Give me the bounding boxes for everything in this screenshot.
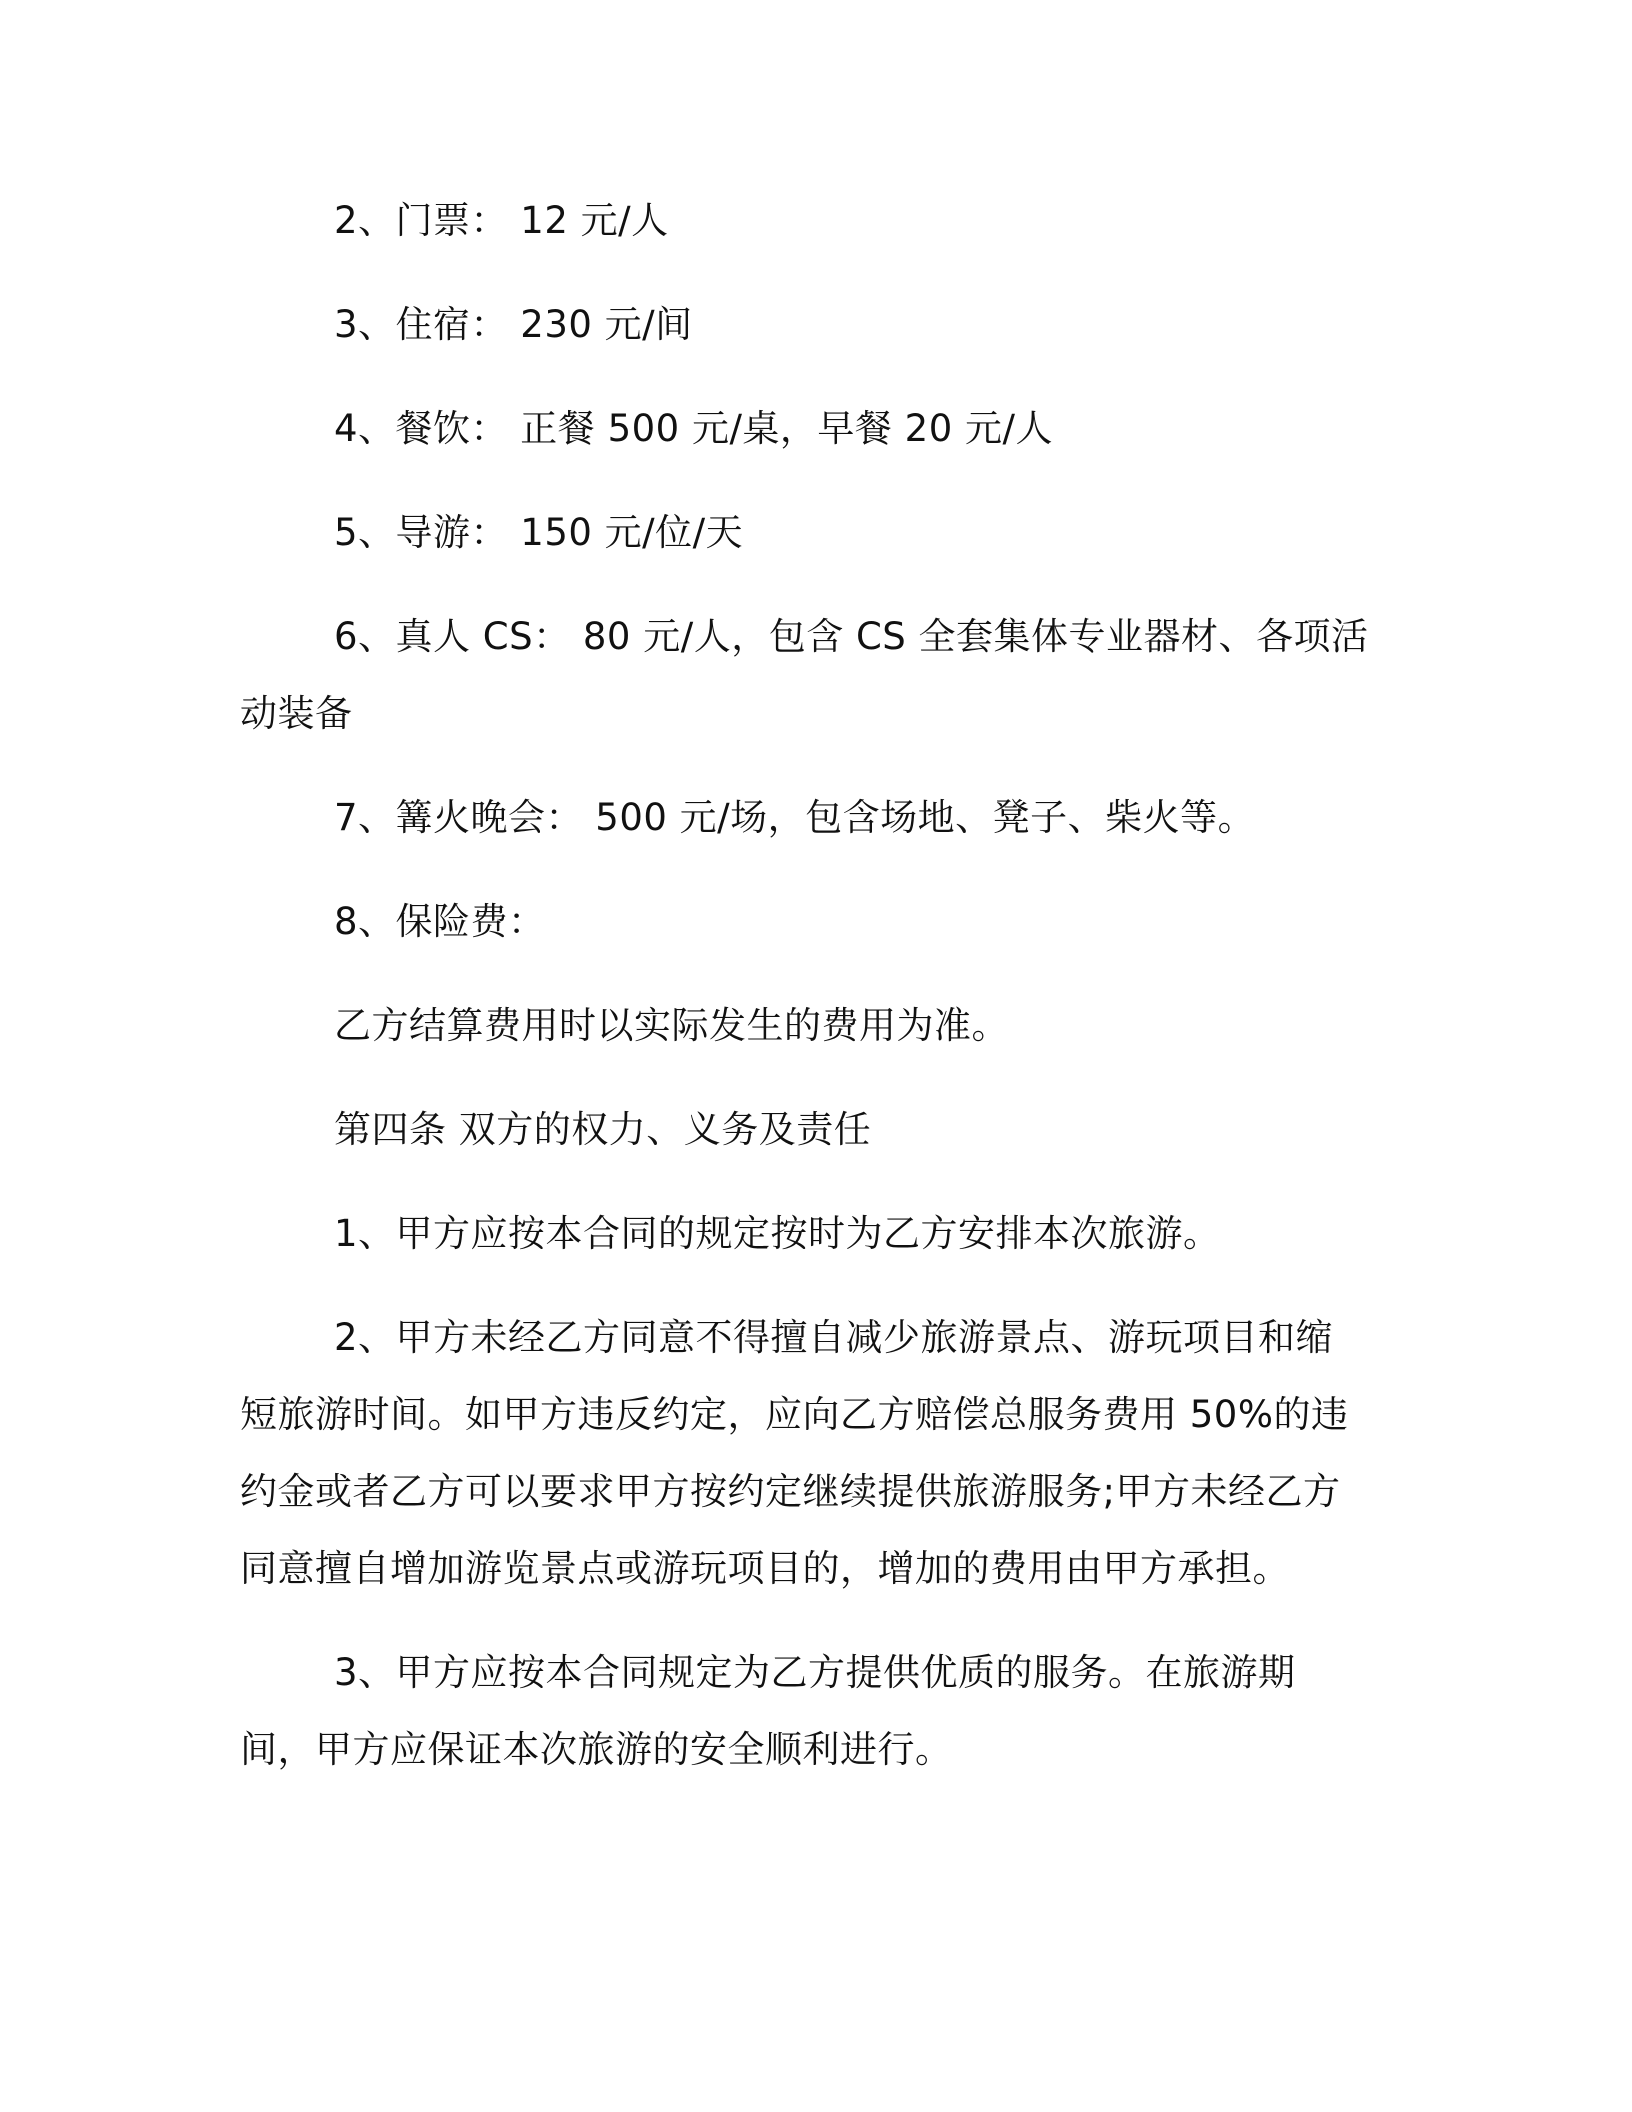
- paragraph-clause-1: 1、甲方应按本合同的规定按时为乙方安排本次旅游。: [334, 1212, 1221, 1255]
- document-body: [240, 182, 1370, 1815]
- paragraph-settlement-note: 乙方结算费用时以实际发生的费用为准。: [334, 1004, 1009, 1047]
- paragraph-insurance: 8、保险费：: [334, 900, 546, 943]
- paragraph-guide-price: 5、导游： 150 元/位/天: [334, 511, 744, 554]
- paragraph-accommodation-price: 3、住宿： 230 元/间: [334, 303, 693, 346]
- paragraph-bonfire-price: 7、篝火晚会： 500 元/场，包含场地、凳子、柴火等。: [334, 796, 1256, 839]
- paragraph-catering-price: 4、餐饮： 正餐 500 元/桌，早餐 20 元/人: [334, 407, 1053, 450]
- paragraph-clause-3: 3、甲方应按本合同规定为乙方提供优质的服务。在旅游期间，甲方应保证本次旅游的安全顺利进行。: [240, 1651, 1296, 1771]
- paragraph-cs-price: 6、真人 CS： 80 元/人，包含 CS 全套集体专业器材、各项活动装备: [240, 615, 1369, 735]
- section-heading-article-4: 第四条 双方的权力、义务及责任: [334, 1108, 872, 1151]
- paragraph-clause-2: 2、甲方未经乙方同意不得擅自减少旅游景点、游玩项目和缩短旅游时间。如甲方违反约定，应向乙方赔偿总服务费用 50%的违约金或者乙方可以要求甲方按约定继续提供旅游服务;甲方未经乙方同意擅自增加游览景点或游玩项目的，增加的费用由甲方承担。: [240, 1316, 1349, 1590]
- paragraph-ticket-price: 2、门票： 12 元/人: [334, 199, 669, 242]
